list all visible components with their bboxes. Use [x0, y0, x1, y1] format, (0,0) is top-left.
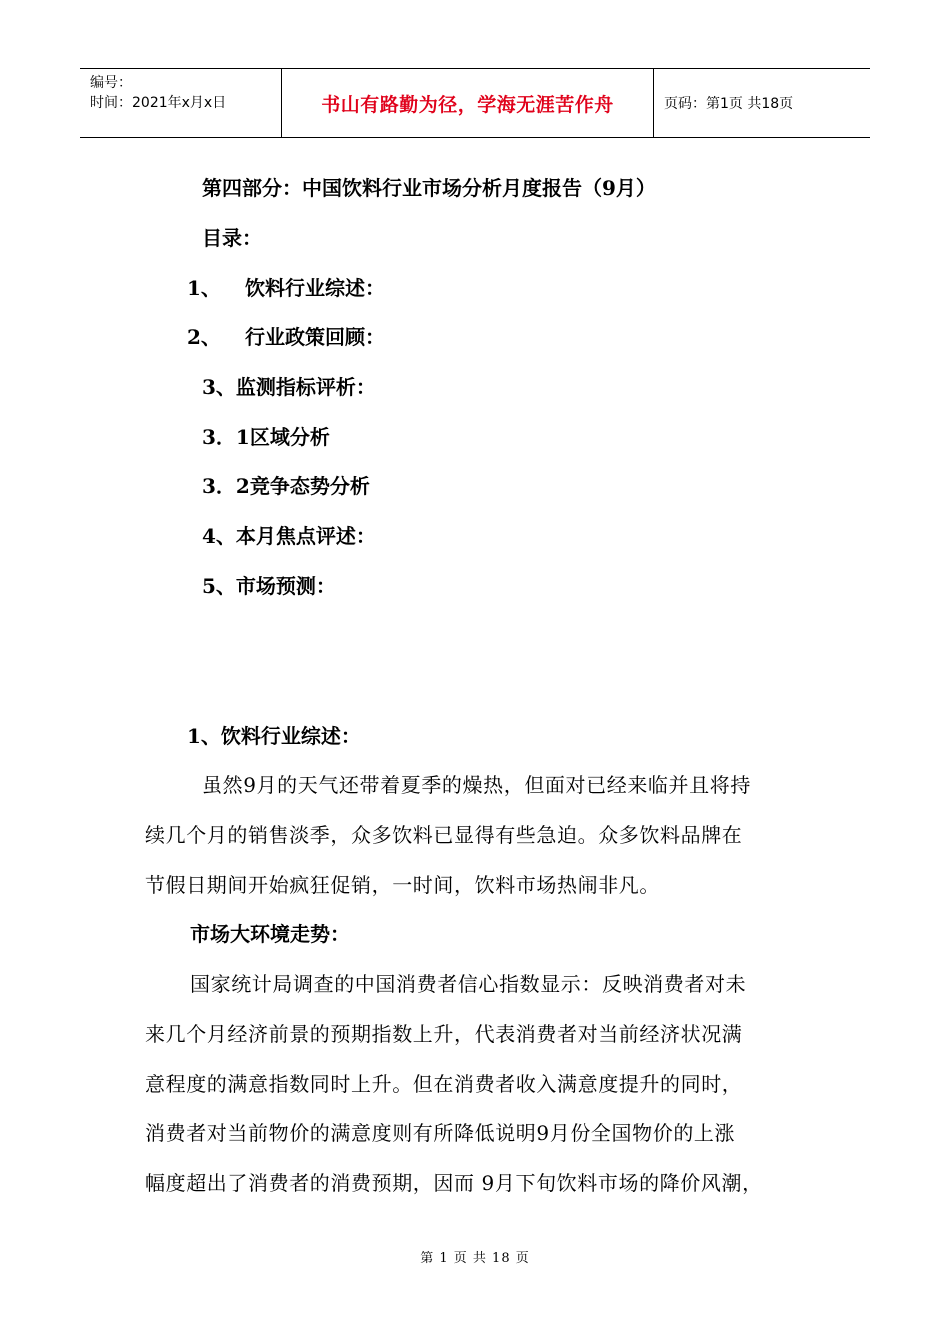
header-page-info: 页码：第1页 共18页	[664, 96, 794, 112]
paragraph-line: 国家统计局调查的中国消费者信心指数显示：反映消费者对未	[190, 972, 747, 996]
header-motto: 书山有路勤为径，学海无涯苦作舟	[282, 69, 654, 137]
toc-item-3: 3、监测指标评析：	[202, 375, 376, 399]
toc-item-number: 2、	[187, 325, 221, 349]
toc-item-3-1: 3．1区域分析	[202, 425, 330, 449]
toc-heading: 目录：	[202, 226, 262, 250]
toc-item-4: 4、本月焦点评述：	[202, 524, 376, 548]
toc-item-3-2: 3．2竞争态势分析	[202, 474, 370, 498]
toc-item-1	[187, 272, 385, 301]
paragraph-line: 意程度的满意指数同时上升。但在消费者收入满意度提升的同时，	[145, 1072, 743, 1096]
header-meta	[80, 69, 282, 137]
toc-item-5: 5、市场预测：	[202, 574, 336, 598]
page-header	[80, 68, 870, 138]
toc-item-text: 行业政策回顾：	[245, 325, 385, 349]
section-heading: 1、饮料行业综述：	[187, 724, 361, 748]
toc-item-2	[187, 321, 385, 350]
paragraph-line: 消费者对当前物价的满意度则有所降低说明9月份全国物价的上涨	[145, 1121, 736, 1145]
date-label: 时间：2021年x月x日	[90, 95, 227, 111]
paragraph-line: 续几个月的销售淡季，众多饮料已显得有些急迫。众多饮料品牌在	[145, 823, 743, 847]
paragraph-line: 虽然9月的天气还带着夏季的燥热，但面对已经来临并且将持	[202, 773, 751, 797]
toc-item-text: 饮料行业综述：	[245, 276, 385, 300]
page-footer: 第 1 页 共 18 页	[420, 1251, 530, 1266]
number-label: 编号：	[90, 75, 132, 91]
document-title: 第四部分：中国饮料行业市场分析月度报告（9月）	[202, 176, 656, 200]
paragraph-line: 幅度超出了消费者的消费预期，因而 9月下旬饮料市场的降价风潮，	[145, 1171, 763, 1195]
toc-item-number: 1、	[187, 276, 221, 300]
paragraph-line: 来几个月经济前景的预期指数上升，代表消费者对当前经济状况满	[145, 1022, 743, 1046]
paragraph-line: 节假日期间开始疯狂促销，一时间，饮料市场热闹非凡。	[145, 873, 660, 897]
subheading: 市场大环境走势：	[190, 922, 350, 946]
